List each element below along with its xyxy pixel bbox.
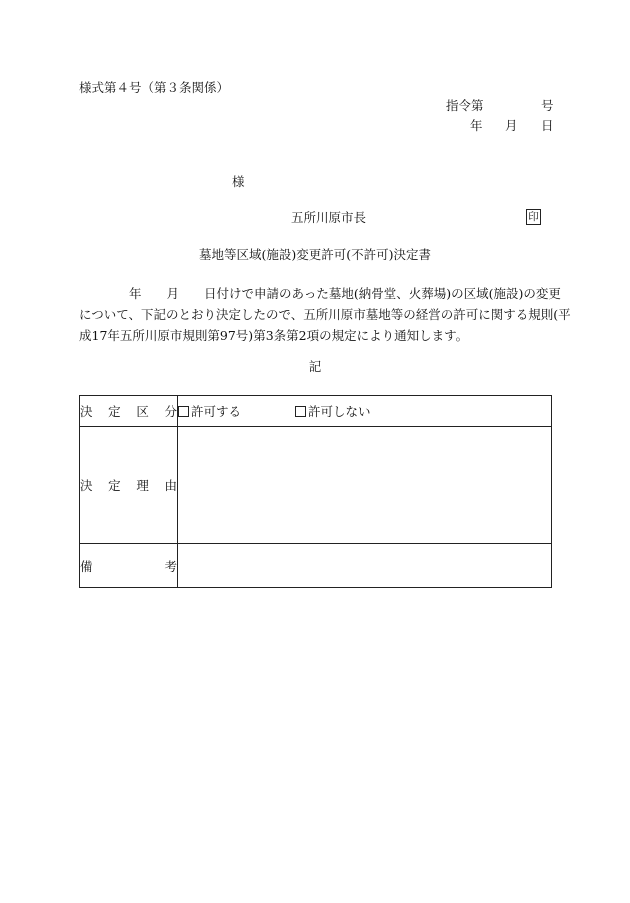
remarks-row — [80, 544, 552, 588]
notice-body-line: について、下記のとおり決定したので、五所川原市墓地等の経営の許可に関する規則(平 — [79, 307, 571, 322]
remarks-field[interactable] — [178, 544, 552, 588]
decision-options-cell — [178, 396, 552, 427]
permit-checkbox[interactable] — [178, 406, 189, 417]
deny-option-label: 許可しない — [308, 404, 371, 419]
decision-reason-field[interactable] — [178, 427, 552, 544]
deny-checkbox[interactable] — [295, 406, 306, 417]
issuer-name: 五所川原市長 — [291, 210, 367, 225]
decision-reason-row — [80, 427, 552, 544]
notice-body — [79, 283, 571, 346]
permit-option[interactable] — [178, 402, 241, 420]
decision-category-row — [80, 396, 552, 427]
seal-mark: 印 — [526, 209, 541, 225]
addressee-honorific: 様 — [232, 174, 245, 189]
notice-body-line: 成17年五所川原市規則第97号)第3条第2項の規定により通知します。 — [79, 328, 469, 343]
date-year-label: 年 — [470, 118, 483, 133]
document-number-suffix: 号 — [541, 98, 554, 113]
form-number: 様式第４号（第３条関係） — [79, 80, 230, 95]
decision-table — [79, 395, 552, 588]
decision-reason-label: 決定理由 — [80, 427, 178, 544]
date-day-label: 日 — [541, 118, 554, 133]
decision-category-label: 決定区分 — [80, 396, 178, 427]
notice-body-line: 年 月 日付けで申請のあった墓地(納骨堂、火葬場)の区域(施設)の変更 — [79, 286, 561, 301]
date-month-label: 月 — [505, 118, 518, 133]
remarks-label: 備考 — [80, 544, 178, 588]
document-number-label: 指令第 — [446, 98, 484, 113]
document-title: 墓地等区域(施設)変更許可(不許可)決定書 — [198, 247, 431, 262]
deny-option[interactable] — [295, 402, 371, 420]
ki-heading: 記 — [308, 359, 322, 374]
permit-option-label: 許可する — [191, 404, 242, 419]
